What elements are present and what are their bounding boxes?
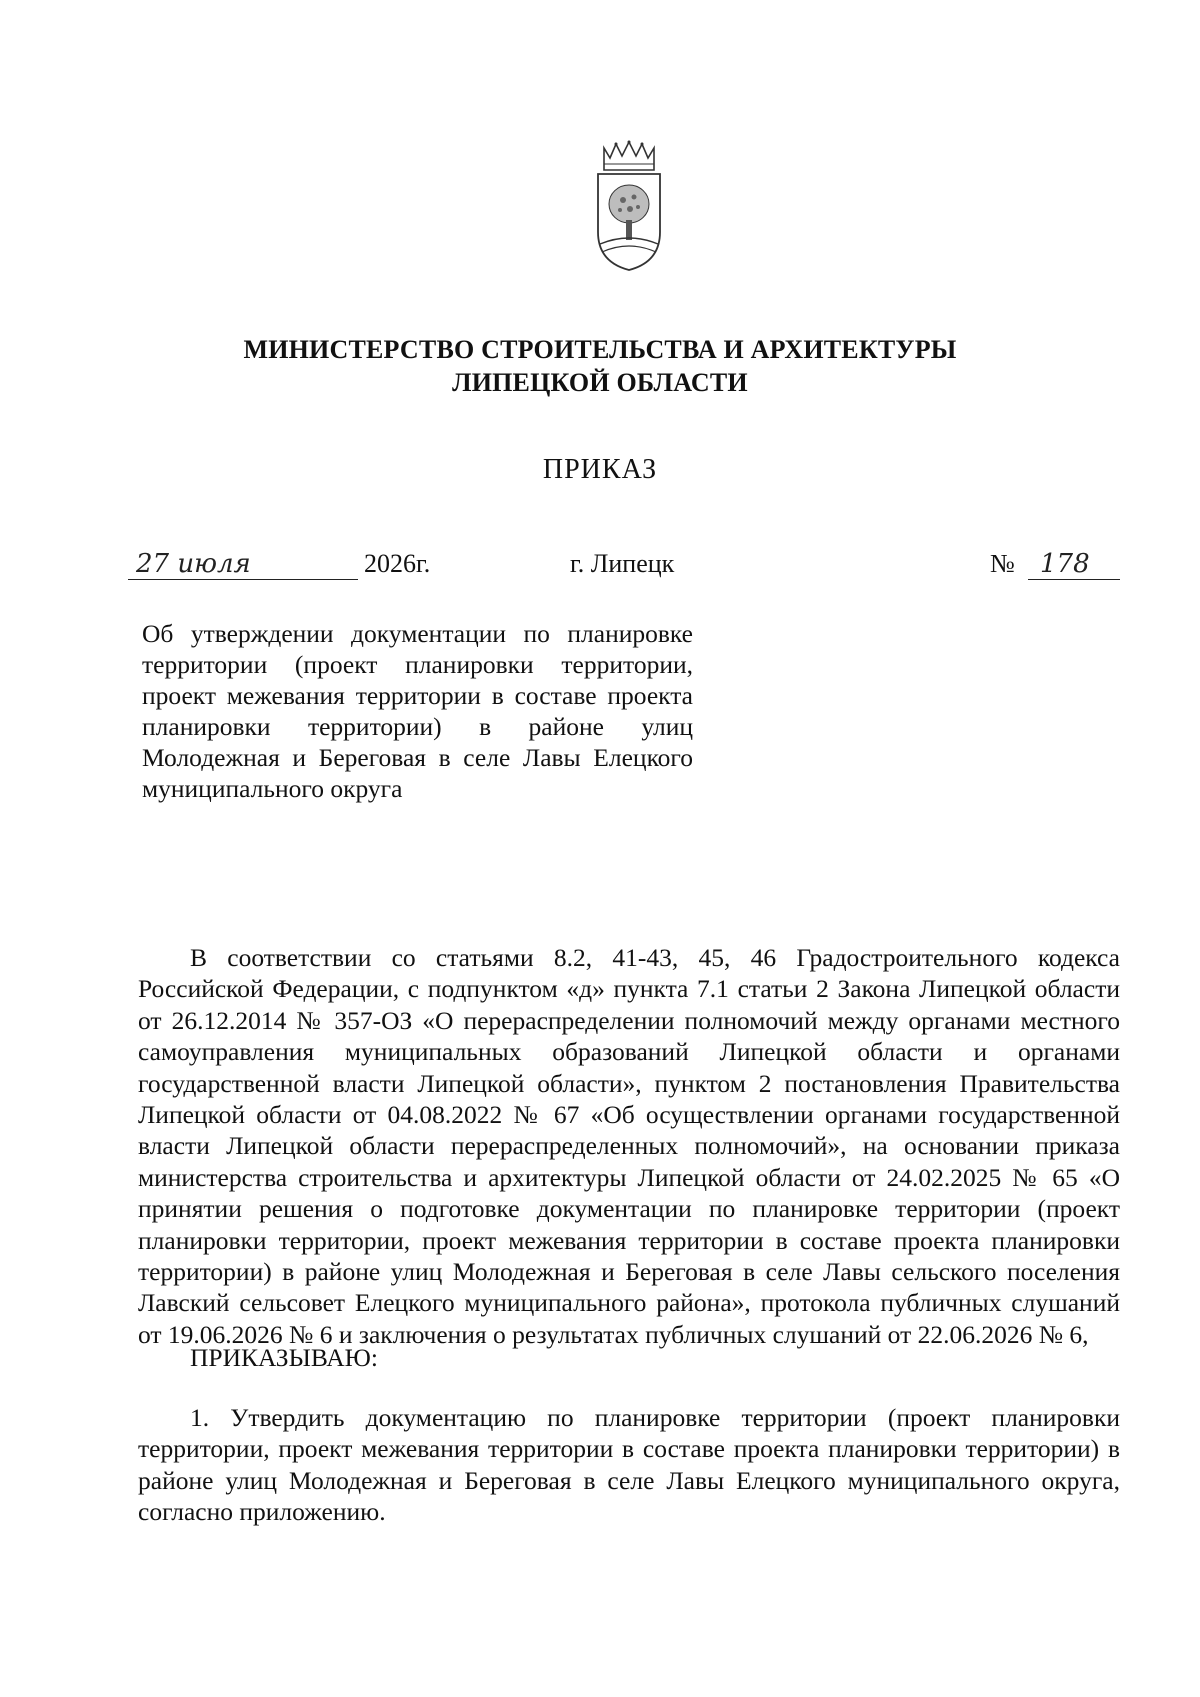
- ministry-name: [0, 333, 1200, 399]
- order-subject: Об утверждении документации по планировке территории (проект планировки территории, проект межевания территории в составе проекта планировки территории) в районе улиц Молодежная и Береговая в селе Лавы Елецкого муниципального округа: [142, 619, 693, 803]
- ministry-name-line1: МИНИСТЕРСТВО СТРОИТЕЛЬСТВА И АРХИТЕКТУРЫ: [243, 335, 957, 364]
- order-date: 27 июля: [128, 548, 358, 580]
- number-sign: №: [990, 549, 1015, 578]
- order-number: 178: [1028, 548, 1120, 580]
- preamble-paragraph: В соответствии со статьями 8.2, 41-43, 45, 46 Градостроительного кодекса Российской Федерации, с подпунктом «д» пункта 7.1 статьи 2 Закона Липецкой области от 26.12.2014 № 357-ОЗ «О перераспределении полномочий между органами местного самоуправления муниципальных образований Липецкой области и органами государственной власти Липецкой области», пунктом 2 постановления Правительства Липецкой области от 04.08.2022 № 67 «Об осуществлении органами государственной власти Липецкой области перераспределенных полномочий», на основании приказа министерства строительства и архитектуры Липецкой области от 24.02.2025 № 65 «О принятии решения о подготовке документации по планировке территории (проект планировки территории, проект межевания территории в составе проекта планировки территории) в районе улиц Молодежная и Береговая в селе Лавы сельского поселения Лавский сельсовет Елецкого муниципального района», протокола публичных слушаний от 19.06.2026 № 6 и заключения о результатах публичных слушаний от 22.06.2026 № 6,: [138, 943, 1120, 1349]
- order-title: ПРИКАЗ: [542, 454, 658, 485]
- date-line: [128, 548, 1120, 588]
- order-word: ПРИКАЗЫВАЮ:: [190, 1343, 378, 1372]
- order-year: 2026г.: [364, 549, 431, 578]
- ministry-name-line2: ЛИПЕЦКОЙ ОБЛАСТИ: [452, 368, 748, 397]
- coat-of-arms-icon: [590, 140, 668, 274]
- order-item-1: 1. Утвердить документацию по планировке территории (проект планировки территории, проект межевания территории в составе проекта планировки территории) в районе улиц Молодежная и Береговая в селе Лавы Елецкого муниципального округа, согласно приложению.: [138, 1403, 1120, 1527]
- order-city: г. Липецк: [570, 549, 675, 578]
